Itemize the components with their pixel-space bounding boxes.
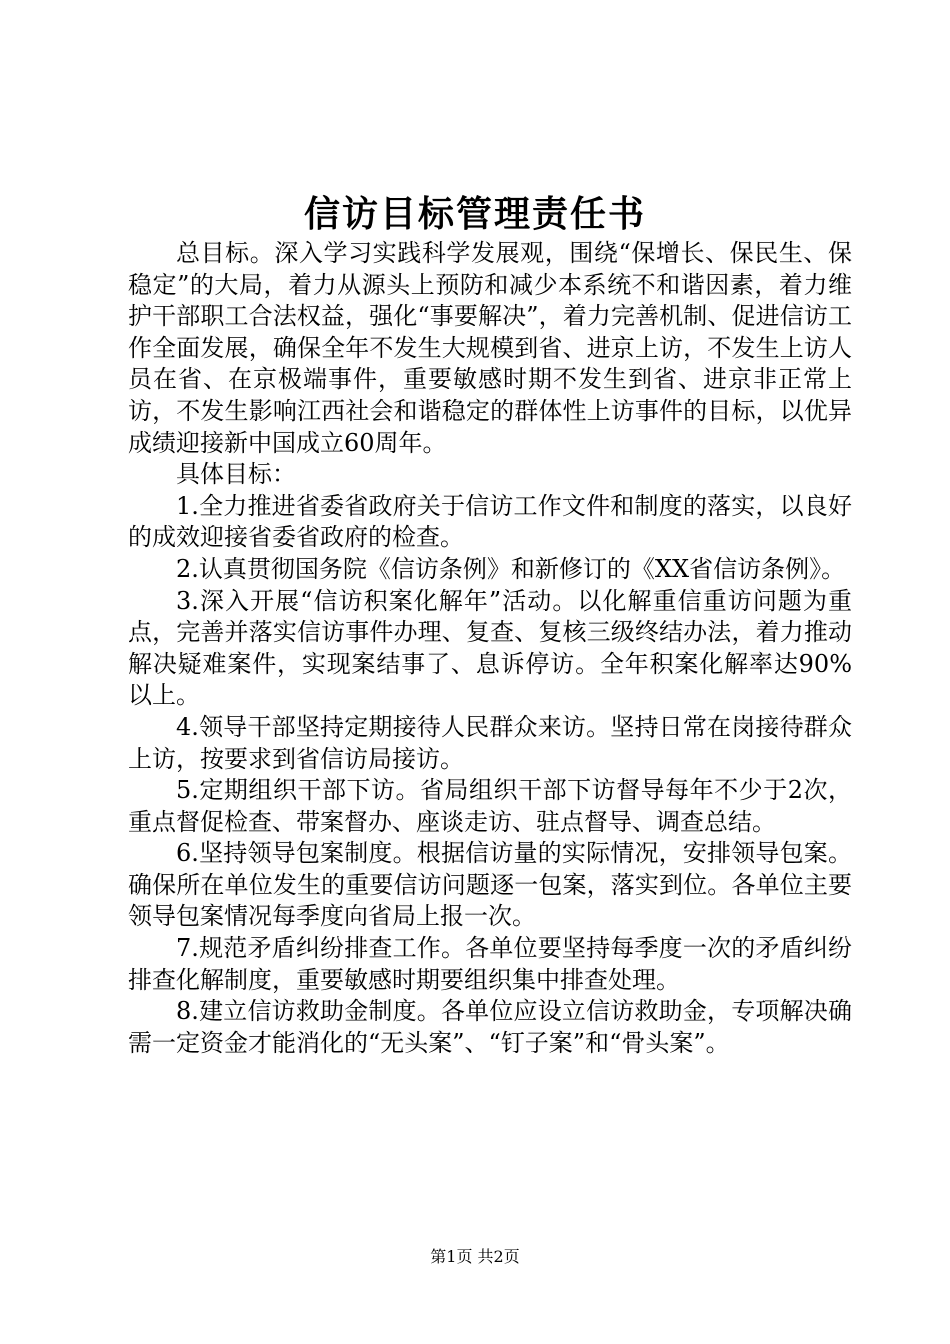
paragraph-overall-goal: 总目标。深入学习实践科学发展观，围绕“保增长、保民生、保稳定”的大局，着力从源头上预防和减少本系统不和谐因素，着力维护干部职工合法权益，强化“事要解决”，着力完善机制、促进信访工作全面发展，确保全年不发生大规模到省、进京上访，不发生上访人员在省、在京极端事件，重要敏感时期不发生到省、进京非正常上访，不发生影响江西社会和谐稳定的群体性上访事件的目标，以优异成绩迎接新中国成立60周年。 xyxy=(128,239,852,457)
paragraph-item-8: 8.建立信访救助金制度。各单位应设立信访救助金，专项解决确需一定资金才能消化的“无头案”、“钉子案”和“骨头案”。 xyxy=(128,997,852,1057)
document-title: 信访目标管理责任书 xyxy=(303,193,646,235)
page-number-footer: 第1页 共2页 xyxy=(430,1247,520,1266)
paragraph-item-1: 1.全力推进省委省政府关于信访工作文件和制度的落实，以良好的成效迎接省委省政府的检查。 xyxy=(128,491,852,552)
paragraph-item-5: 5.定期组织干部下访。省局组织干部下访督导每年不少于2次，重点督促检查、带案督办、座谈走访、驻点督导、调查总结。 xyxy=(128,776,852,836)
paragraph-item-7: 7.规范矛盾纠纷排查工作。各单位要坚持每季度一次的矛盾纠纷排查化解制度，重要敏感时期要组织集中排查处理。 xyxy=(128,934,852,994)
document-body xyxy=(128,238,852,1059)
paragraph-item-4: 4.领导干部坚持定期接待人民群众来访。坚持日常在岗接待群众上访，按要求到省信访局接访。 xyxy=(128,712,852,773)
paragraph-item-6: 6.坚持领导包案制度。根据信访量的实际情况，安排领导包案。确保所在单位发生的重要信访问题逐一包案，落实到位。各单位主要领导包案情况每季度向省局上报一次。 xyxy=(128,839,852,931)
paragraph-item-3: 3.深入开展“信访积案化解年”活动。以化解重信重访问题为重点，完善并落实信访事件办理、复查、复核三级终结办法，着力推动解决疑难案件，实现案结事了、息诉停访。全年积案化解率达90%以上。 xyxy=(128,586,852,710)
paragraph-specific-goals-heading: 具体目标： xyxy=(176,460,296,489)
paragraph-item-2: 2.认真贯彻国务院《信访条例》和新修订的《XX省信访条例》。 xyxy=(176,554,846,583)
